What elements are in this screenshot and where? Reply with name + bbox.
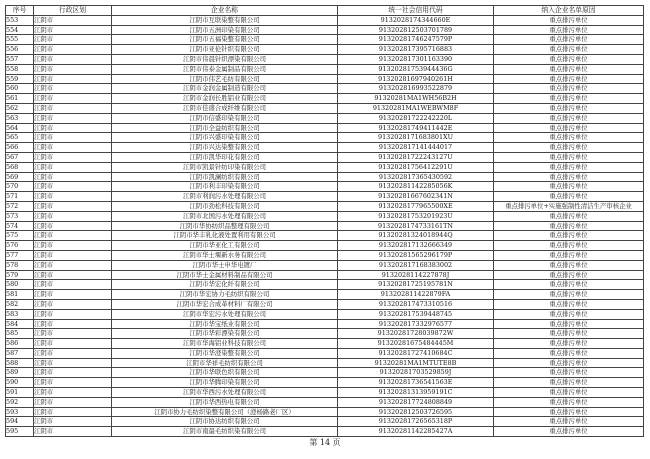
row-credit-code: 91320281142285427A — [338, 427, 494, 437]
row-admin-region: 江阴市 — [34, 172, 112, 182]
table-row — [6, 182, 644, 192]
row-serial-no: 573 — [6, 211, 34, 221]
row-credit-code: 91320281675484445M — [338, 339, 494, 349]
table-row — [6, 25, 644, 35]
row-company-name: 江阴市华西污水处理有限公司 — [112, 388, 338, 398]
row-inclusion-reason: 重点排污单位 — [494, 182, 644, 192]
row-company-name: 江阴市华海铝业科技有限公司 — [112, 339, 338, 349]
row-credit-code: 91320281726565318P — [338, 417, 494, 427]
row-company-name: 江阴市兴盛印染有限公司 — [112, 133, 338, 143]
row-serial-no: 562 — [6, 103, 34, 113]
row-credit-code: 913202817141444017 — [338, 143, 494, 153]
row-serial-no: 554 — [6, 25, 34, 35]
row-admin-region: 江阴市 — [34, 231, 112, 241]
row-serial-no: 592 — [6, 397, 34, 407]
row-serial-no: 574 — [6, 221, 34, 231]
row-inclusion-reason: 重点排污单位 — [494, 113, 644, 123]
row-serial-no: 582 — [6, 299, 34, 309]
row-admin-region: 江阴市 — [34, 280, 112, 290]
row-inclusion-reason: 重点排污单位 — [494, 123, 644, 133]
row-company-name: 江阴市华腾印染有限公司 — [112, 378, 338, 388]
table-row — [6, 113, 644, 123]
row-serial-no: 577 — [6, 250, 34, 260]
row-serial-no: 581 — [6, 290, 34, 300]
table-row — [6, 162, 644, 172]
row-credit-code: 913202817132666349 — [338, 241, 494, 251]
row-serial-no: 559 — [6, 74, 34, 84]
table-row — [6, 103, 644, 113]
row-company-name: 江阴市伟艺毛纺有限公司 — [112, 74, 338, 84]
row-company-name: 江阴市华士申华电镀厂 — [112, 260, 338, 270]
table-body — [6, 15, 644, 436]
row-company-name: 江阴市伟晨针织漂染有限公司 — [112, 54, 338, 64]
table-row — [6, 94, 644, 104]
row-credit-code: 9132028177965500XE — [338, 201, 494, 211]
row-company-name: 江阴市华澄染整有限公司 — [112, 348, 338, 358]
table-row — [6, 15, 644, 25]
table-row — [6, 270, 644, 280]
row-company-name: 江阴市华协纺织品整理有限公司 — [112, 221, 338, 231]
table-row — [6, 54, 644, 64]
row-credit-code: 91320281727410684C — [338, 348, 494, 358]
row-inclusion-reason: 重点排污单位 — [494, 397, 644, 407]
row-inclusion-reason: 重点排污单位 — [494, 280, 644, 290]
table-row — [6, 133, 644, 143]
table-row — [6, 231, 644, 241]
row-credit-code: 91320281565296179P — [338, 250, 494, 260]
row-inclusion-reason: 重点排污单位 — [494, 309, 644, 319]
row-admin-region: 江阴市 — [34, 270, 112, 280]
table-row — [6, 417, 644, 427]
table-row — [6, 172, 644, 182]
row-company-name: 江阴市凯澜纺织有限公司 — [112, 172, 338, 182]
row-admin-region: 江阴市 — [34, 358, 112, 368]
row-company-name: 江阴市华士金属材料制品有限公司 — [112, 270, 338, 280]
row-admin-region: 江阴市 — [34, 221, 112, 231]
table-row — [6, 192, 644, 202]
row-inclusion-reason: 重点排污单位 — [494, 241, 644, 251]
row-credit-code: 91320281756412291U — [338, 162, 494, 172]
row-inclusion-reason: 重点排污单位 — [494, 25, 644, 35]
row-inclusion-reason: 重点排污单位 — [494, 299, 644, 309]
table-row — [6, 309, 644, 319]
row-admin-region: 江阴市 — [34, 299, 112, 309]
row-credit-code: 913202812503701789 — [338, 25, 494, 35]
row-admin-region: 江阴市 — [34, 417, 112, 427]
row-credit-code: 91320281722243127U — [338, 152, 494, 162]
table-row — [6, 45, 644, 55]
row-inclusion-reason: 重点排污单位 — [494, 192, 644, 202]
row-serial-no: 585 — [6, 329, 34, 339]
row-credit-code: 91320281MA1WH56B2H — [338, 94, 494, 104]
row-admin-region: 江阴市 — [34, 397, 112, 407]
row-serial-no: 587 — [6, 348, 34, 358]
row-serial-no: 595 — [6, 427, 34, 437]
row-company-name: 江阴市兴达染整有限公司 — [112, 143, 338, 153]
row-serial-no: 589 — [6, 368, 34, 378]
row-serial-no: 568 — [6, 162, 34, 172]
row-admin-region: 江阴市 — [34, 211, 112, 221]
row-admin-region: 江阴市 — [34, 133, 112, 143]
row-company-name: 江阴市伟泰金属制品有限公司 — [112, 64, 338, 74]
row-serial-no: 588 — [6, 358, 34, 368]
row-company-name: 江阴市信盛印染有限公司 — [112, 113, 338, 123]
table-row — [6, 388, 644, 398]
row-admin-region: 江阴市 — [34, 54, 112, 64]
row-serial-no: 560 — [6, 84, 34, 94]
row-credit-code: 91320281728039872W — [338, 329, 494, 339]
row-serial-no: 575 — [6, 231, 34, 241]
table-row — [6, 339, 644, 349]
row-inclusion-reason: 重点排污单位 — [494, 319, 644, 329]
row-admin-region: 江阴市 — [34, 329, 112, 339]
row-inclusion-reason: 重点排污单位 — [494, 133, 644, 143]
row-credit-code: 913202811422879FA — [338, 290, 494, 300]
table-row — [6, 319, 644, 329]
row-credit-code: 91320281736541563E — [338, 378, 494, 388]
row-company-name: 江阴市华士堰新水务有限公司 — [112, 250, 338, 260]
row-company-name: 江阴市利丰印染有限公司 — [112, 182, 338, 192]
table-row — [6, 84, 644, 94]
row-serial-no: 565 — [6, 133, 34, 143]
row-company-name: 江阴市互联染整有限公司 — [112, 15, 338, 25]
table-row — [6, 250, 644, 260]
row-credit-code: 913202817168383002 — [338, 260, 494, 270]
row-serial-no: 570 — [6, 182, 34, 192]
row-admin-region: 江阴市 — [34, 94, 112, 104]
table-row — [6, 143, 644, 153]
row-credit-code: 91320281697940261H — [338, 74, 494, 84]
table-row — [6, 64, 644, 74]
table-row — [6, 74, 644, 84]
row-inclusion-reason: 重点排污单位 — [494, 290, 644, 300]
row-company-name: 江阴市凯景针纺印染有限公司 — [112, 162, 338, 172]
row-serial-no: 584 — [6, 319, 34, 329]
row-admin-region: 江阴市 — [34, 45, 112, 55]
row-inclusion-reason: 重点排污单位 — [494, 94, 644, 104]
row-serial-no: 578 — [6, 260, 34, 270]
row-inclusion-reason: 重点排污单位 — [494, 54, 644, 64]
table-row — [6, 290, 644, 300]
row-serial-no: 553 — [6, 15, 34, 25]
row-serial-no: 593 — [6, 407, 34, 417]
row-company-name: 江阴市华彩漂染有限公司 — [112, 329, 338, 339]
table-row — [6, 35, 644, 45]
row-credit-code: 91320281703529859J — [338, 368, 494, 378]
row-credit-code: 91320281753944436G — [338, 64, 494, 74]
row-serial-no: 572 — [6, 201, 34, 211]
row-serial-no: 561 — [6, 94, 34, 104]
row-admin-region: 江阴市 — [34, 192, 112, 202]
row-company-name: 江阴市协达纺织有限公司 — [112, 417, 338, 427]
row-admin-region: 江阴市 — [34, 407, 112, 417]
row-admin-region: 江阴市 — [34, 84, 112, 94]
row-credit-code: 91320281753201923U — [338, 211, 494, 221]
row-inclusion-reason: 重点排污单位 — [494, 45, 644, 55]
row-company-name: 江阴市佳盛合成纤维有限公司 — [112, 103, 338, 113]
row-credit-code: 91320281749411442E — [338, 123, 494, 133]
row-inclusion-reason: 重点排污单位 — [494, 407, 644, 417]
row-admin-region: 江阴市 — [34, 143, 112, 153]
row-credit-code: 9132028171683801XU — [338, 133, 494, 143]
row-credit-code: 91320281746247579P — [338, 35, 494, 45]
row-admin-region: 江阴市 — [34, 241, 112, 251]
row-credit-code: 913202817301163390 — [338, 54, 494, 64]
row-admin-region: 江阴市 — [34, 368, 112, 378]
row-credit-code: 913202817332976577 — [338, 319, 494, 329]
row-credit-code: 91320281722242220L — [338, 113, 494, 123]
row-inclusion-reason: 重点排污单位 — [494, 378, 644, 388]
row-company-name: 江阴市华祥毛纺织有限公司 — [112, 358, 338, 368]
row-company-name: 江阴市华亚化工有限公司 — [112, 241, 338, 251]
row-inclusion-reason: 重点排污单位 — [494, 339, 644, 349]
row-company-name: 江阴市金润长胜铝业有限公司 — [112, 94, 338, 104]
row-serial-no: 594 — [6, 417, 34, 427]
table-row — [6, 358, 644, 368]
table-row — [6, 368, 644, 378]
header-company-name: 企业名称 — [112, 6, 338, 16]
row-serial-no: 566 — [6, 143, 34, 153]
row-admin-region: 江阴市 — [34, 388, 112, 398]
row-serial-no: 569 — [6, 172, 34, 182]
row-inclusion-reason: 重点排污单位 — [494, 358, 644, 368]
row-credit-code: 91320281142285056K — [338, 182, 494, 192]
row-serial-no: 579 — [6, 270, 34, 280]
row-admin-region: 江阴市 — [34, 152, 112, 162]
row-admin-region: 江阴市 — [34, 427, 112, 437]
row-admin-region: 江阴市 — [34, 74, 112, 84]
row-credit-code: 91320281324018944Q — [338, 231, 494, 241]
row-company-name: 江阴市华宏化纤有限公司 — [112, 280, 338, 290]
table-row — [6, 348, 644, 358]
row-admin-region: 江阴市 — [34, 103, 112, 113]
table-row — [6, 280, 644, 290]
row-admin-region: 江阴市 — [34, 123, 112, 133]
row-serial-no: 591 — [6, 388, 34, 398]
row-company-name: 江阴市华西热电有限公司 — [112, 397, 338, 407]
row-admin-region: 江阴市 — [34, 113, 112, 123]
row-admin-region: 江阴市 — [34, 35, 112, 45]
row-credit-code: 913202816993522879 — [338, 84, 494, 94]
table-row — [6, 152, 644, 162]
row-admin-region: 江阴市 — [34, 290, 112, 300]
table-row — [6, 201, 644, 211]
page-number: 第 14 页 — [309, 438, 341, 447]
row-credit-code: 91320281667602341N — [338, 192, 494, 202]
row-company-name: 江阴市华丰乳化液处置利用有限公司 — [112, 231, 338, 241]
row-inclusion-reason: 重点排污单位 — [494, 74, 644, 84]
row-inclusion-reason: 重点排污单位 — [494, 84, 644, 94]
row-serial-no: 564 — [6, 123, 34, 133]
row-credit-code: 9132028174344660E — [338, 15, 494, 25]
row-credit-code: 9132028174733161TN — [338, 221, 494, 231]
row-admin-region: 江阴市 — [34, 201, 112, 211]
row-serial-no: 555 — [6, 35, 34, 45]
row-admin-region: 江阴市 — [34, 378, 112, 388]
row-inclusion-reason: 重点排污单位 — [494, 221, 644, 231]
row-company-name: 江阴市华宝纸业有限公司 — [112, 319, 338, 329]
row-inclusion-reason: 重点排污单位 — [494, 143, 644, 153]
row-inclusion-reason: 重点排污单位 — [494, 172, 644, 182]
row-company-name: 江阴市华联色织有限公司 — [112, 368, 338, 378]
table-row — [6, 299, 644, 309]
row-serial-no: 567 — [6, 152, 34, 162]
table-row — [6, 260, 644, 270]
enterprise-list-table — [5, 5, 644, 437]
row-inclusion-reason: 重点排污单位 — [494, 35, 644, 45]
row-inclusion-reason: 重点排污单位 — [494, 348, 644, 358]
row-company-name: 江阴市协力毛纺织染整有限公司（澄杨路老厂区） — [112, 407, 338, 417]
row-inclusion-reason: 重点排污单位 — [494, 231, 644, 241]
row-inclusion-reason: 重点排污单位 — [494, 211, 644, 221]
row-serial-no: 580 — [6, 280, 34, 290]
row-company-name: 江阴市北国污水处理有限公司 — [112, 211, 338, 221]
row-admin-region: 江阴市 — [34, 15, 112, 25]
row-credit-code: 913202817539448745 — [338, 309, 494, 319]
row-admin-region: 江阴市 — [34, 182, 112, 192]
row-company-name: 江阴市金润金属制造有限公司 — [112, 84, 338, 94]
row-inclusion-reason: 重点排污单位 — [494, 64, 644, 74]
row-company-name: 江阴市劲松科技有限公司 — [112, 201, 338, 211]
row-admin-region: 江阴市 — [34, 348, 112, 358]
row-serial-no: 571 — [6, 192, 34, 202]
table-row — [6, 221, 644, 231]
table-row — [6, 241, 644, 251]
row-inclusion-reason: 重点排污单位 — [494, 368, 644, 378]
table-row — [6, 397, 644, 407]
row-inclusion-reason: 重点排污单位 — [494, 417, 644, 427]
row-admin-region: 江阴市 — [34, 162, 112, 172]
row-inclusion-reason: 重点排污单位 — [494, 260, 644, 270]
header-serial-no: 序号 — [6, 6, 34, 16]
row-company-name: 江阴市华宏污水处理有限公司 — [112, 309, 338, 319]
header-inclusion-reason: 纳入企业名单原因 — [494, 6, 644, 16]
row-admin-region: 江阴市 — [34, 319, 112, 329]
row-inclusion-reason: 重点排污单位 — [494, 329, 644, 339]
row-credit-code: 91320281313959191C — [338, 388, 494, 398]
row-serial-no: 583 — [6, 309, 34, 319]
row-company-name: 江阴市华宏协力毛纺织有限公司 — [112, 290, 338, 300]
row-company-name: 江阴市亚伦针织有限公司 — [112, 45, 338, 55]
row-inclusion-reason: 重点排污单位 — [494, 388, 644, 398]
row-credit-code: 913202817724808849 — [338, 397, 494, 407]
table-row — [6, 329, 644, 339]
header-credit-code: 统一社会信用代码 — [338, 6, 494, 16]
row-company-name: 江阴市五洲印染有限公司 — [112, 25, 338, 35]
row-serial-no: 556 — [6, 45, 34, 55]
row-admin-region: 江阴市 — [34, 64, 112, 74]
row-credit-code: 91320281MA1WEBWM8F — [338, 103, 494, 113]
row-serial-no: 590 — [6, 378, 34, 388]
row-inclusion-reason: 重点排污单位 — [494, 152, 644, 162]
header-admin-region: 行政区划 — [34, 6, 112, 16]
row-credit-code: 913202817395716883 — [338, 45, 494, 55]
row-credit-code: 913202812503726595 — [338, 407, 494, 417]
row-admin-region: 江阴市 — [34, 250, 112, 260]
row-credit-code: 9132028114227878J — [338, 270, 494, 280]
row-inclusion-reason: 重点排污单位 — [494, 103, 644, 113]
table-row — [6, 427, 644, 437]
row-company-name: 江阴市利润污水处理有限公司 — [112, 192, 338, 202]
row-serial-no: 558 — [6, 64, 34, 74]
row-inclusion-reason: 重点排污单位 — [494, 270, 644, 280]
row-inclusion-reason: 重点排污单位 — [494, 250, 644, 260]
row-admin-region: 江阴市 — [34, 25, 112, 35]
row-credit-code: 91320281725195781N — [338, 280, 494, 290]
row-company-name: 江阴市南最毛纺织染有限公司 — [112, 427, 338, 437]
row-inclusion-reason: 重点排污单位 — [494, 162, 644, 172]
row-company-name: 江阴市全益纺织有限公司 — [112, 123, 338, 133]
row-credit-code: 91320281MA1MTUTE8B — [338, 358, 494, 368]
table-row — [6, 407, 644, 417]
row-inclusion-reason: 重点排污单位 — [494, 427, 644, 437]
row-serial-no: 576 — [6, 241, 34, 251]
row-serial-no: 586 — [6, 339, 34, 349]
row-credit-code: 913202817365430592 — [338, 172, 494, 182]
row-admin-region: 江阴市 — [34, 260, 112, 270]
table-row — [6, 378, 644, 388]
row-company-name: 江阴市五福染整有限公司 — [112, 35, 338, 45]
row-inclusion-reason: 重点排污单位+实施强制性清洁生产审核企业 — [494, 201, 644, 211]
row-company-name: 江阴市华宏合成革材料厂有限公司 — [112, 299, 338, 309]
row-admin-region: 江阴市 — [34, 309, 112, 319]
row-admin-region: 江阴市 — [34, 339, 112, 349]
row-inclusion-reason: 重点排污单位 — [494, 15, 644, 25]
row-serial-no: 557 — [6, 54, 34, 64]
table-header-row — [6, 6, 644, 16]
table-row — [6, 211, 644, 221]
table-row — [6, 123, 644, 133]
row-serial-no: 563 — [6, 113, 34, 123]
row-credit-code: 913202817473310516 — [338, 299, 494, 309]
row-company-name: 江阴市凯华印花有限公司 — [112, 152, 338, 162]
